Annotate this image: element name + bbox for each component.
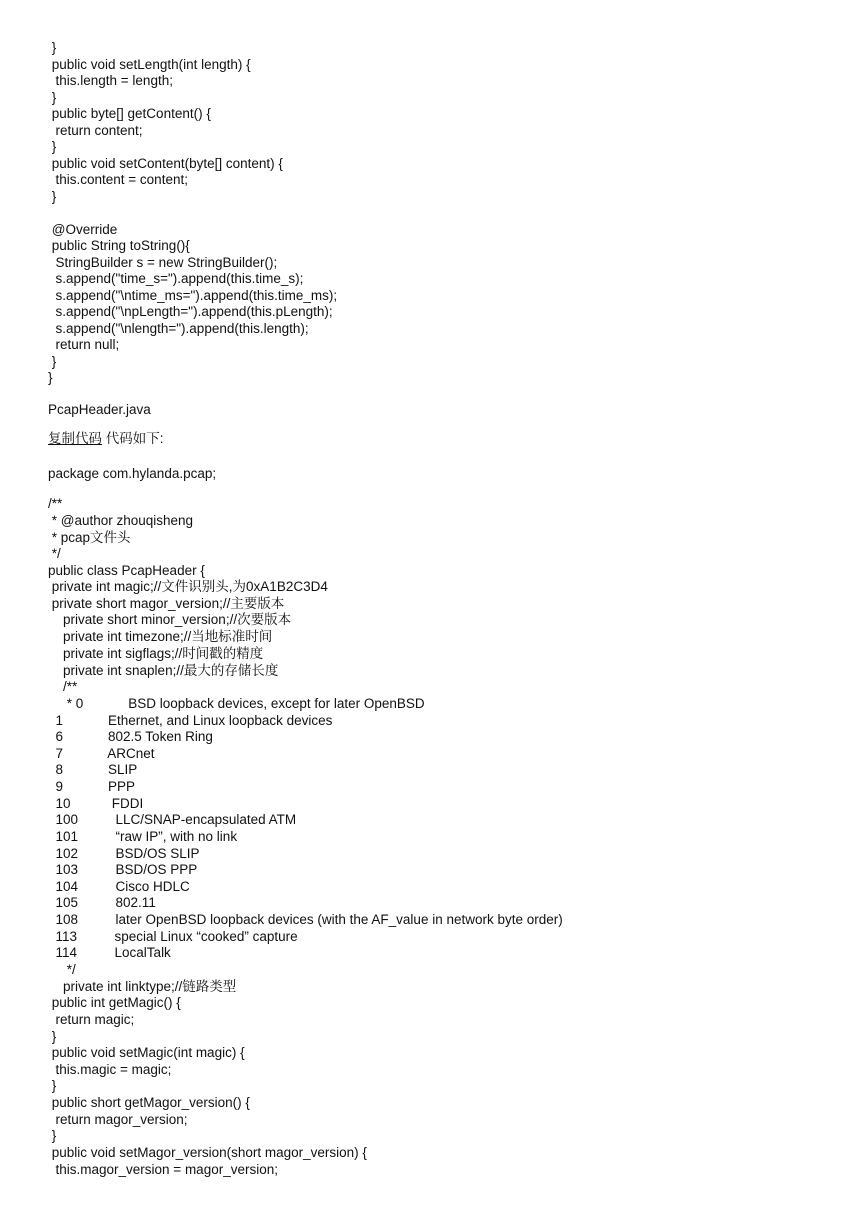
code-line: public String toString(){ [48,238,190,253]
code-line: } [48,139,57,154]
code-line: } [48,1029,57,1044]
code-line: StringBuilder s = new StringBuilder(); [48,254,278,270]
code-line: * 0 BSD loopback devices, except for later OpenBSD [48,696,425,711]
code-line: } [48,188,57,204]
code-line: return null; [48,337,120,352]
code-line: return content; [48,122,143,138]
code-line: */ [48,962,76,977]
code-line: 105 802.11 [48,895,156,910]
file-title: PcapHeader.java [48,402,151,417]
code-line: 113 special Linux “cooked” capture [48,929,298,944]
code-line: this.content = content; [48,172,188,187]
code-line: /** [48,679,78,694]
code-line: 1 Ethernet, and Linux loopback devices [48,713,333,728]
code-line: 8 SLIP [48,762,138,777]
code-line: * pcap文件头 [48,530,131,545]
code-line: } [48,1078,57,1093]
code-line: 104 Cisco HDLC [48,879,190,894]
code-line: this.magor_version = magor_version; [48,1162,278,1177]
code-line: 102 BSD/OS SLIP [48,846,200,861]
code-line: 101 “raw IP”, with no link [48,829,238,844]
code-line: * @author zhouqisheng [48,513,194,528]
code-line: public void setMagor_version(short magor_version) { [48,1145,367,1160]
code-line: 10 FDDI [48,796,144,811]
code-line: } [48,89,57,105]
code-line: } [48,40,57,55]
code-line: } [48,353,57,369]
code-line: this.magic = magic; [48,1062,172,1077]
code-line: 114 LocalTalk [48,945,171,960]
code-line: public short getMagor_version() { [48,1095,250,1110]
code-line: private short minor_version;//次要版本 [48,612,292,627]
copy-code-row [48,431,164,447]
copy-code-link[interactable]: 复制代码 [48,431,102,446]
code-line: private int linktype;//链路类型 [48,979,237,994]
code-line: this.length = length; [48,73,173,88]
code-line: public void setLength(int length) { [48,56,251,72]
code-line: return magor_version; [48,1112,188,1127]
code-line: s.append("\ntime_ms=").append(this.time_ms); [48,287,338,303]
code-line: @Override [48,221,118,237]
code-line: public void setMagic(int magic) { [48,1045,245,1060]
code-line: */ [48,546,61,561]
code-line: private int timezone;//当地标准时间 [48,629,273,644]
code-line: } [48,370,53,385]
code-line: 9 PPP [48,779,136,794]
code-line: 6 802.5 Token Ring [48,729,213,744]
copy-code-suffix: 代码如下: [102,431,164,446]
code-line: 108 later OpenBSD loopback devices (with the AF_value in network byte order) [48,912,563,927]
code-line: private short magor_version;//主要版本 [48,596,285,611]
code-line: public int getMagic() { [48,995,181,1010]
code-line: public byte[] getContent() { [48,106,211,121]
code-line: s.append("time_s=").append(this.time_s); [48,271,304,286]
code-line: 100 LLC/SNAP-encapsulated ATM [48,812,297,827]
code-line: private int sigflags;//时间戳的精度 [48,646,264,661]
code-line: private int snaplen;//最大的存储长度 [48,663,279,678]
code-line: s.append("\nlength=").append(this.length); [48,320,309,336]
code-line: s.append("\npLength=").append(this.pLength); [48,304,333,319]
code-line: private int magic;//文件识别头,为0xA1B2C3D4 [48,579,328,594]
code-line: } [48,1128,57,1143]
code-line: 7 ARCnet [48,746,155,761]
package-declaration: package com.hylanda.pcap; [48,466,217,481]
code-line: public void setContent(byte[] content) { [48,155,283,171]
code-line: return magic; [48,1012,135,1027]
code-line: /** [48,496,63,511]
code-line: 103 BSD/OS PPP [48,862,198,877]
code-line: public class PcapHeader { [48,563,205,578]
